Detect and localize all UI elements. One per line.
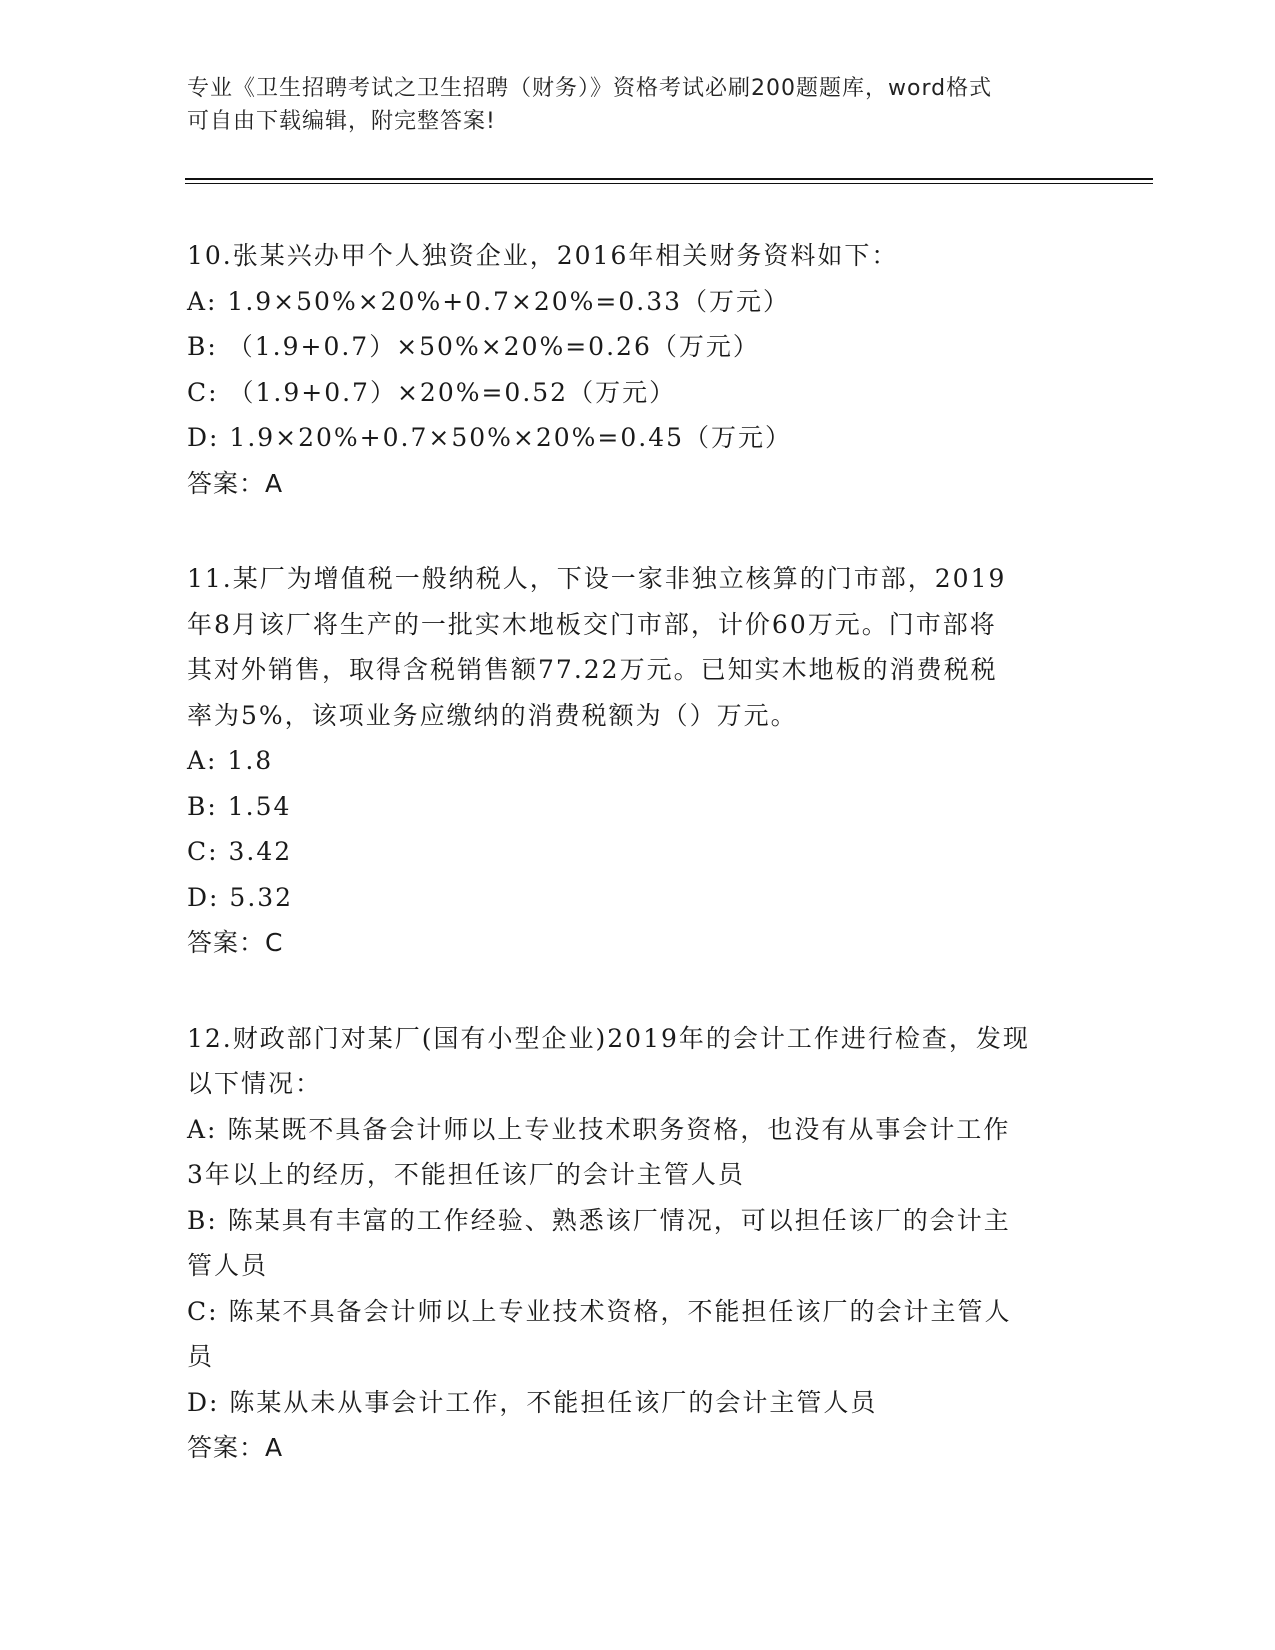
answer: 答案：A: [187, 468, 284, 498]
question-12: [187, 1016, 1087, 1471]
header-title-line-2: 可自由下载编辑，附完整答案!: [187, 109, 496, 134]
answer: 答案：A: [187, 1433, 284, 1462]
header-divider-thin: [185, 183, 1153, 184]
question-stem: 以下情况：: [187, 1069, 323, 1098]
document-header: [187, 72, 1087, 138]
option-b: B: （1.9+0.7）×50%×20%=0.26（万元）: [187, 332, 760, 361]
option-c: C: 陈某不具备会计师以上专业技术资格，不能担任该厂的会计主管人: [187, 1296, 1012, 1326]
option-a: A: 陈某既不具备会计师以上专业技术职务资格，也没有从事会计工作: [187, 1114, 1011, 1144]
header-divider-thick: [185, 178, 1153, 180]
option-b: B: 陈某具有丰富的工作经验、熟悉该厂情况，可以担任该厂的会计主: [187, 1205, 1011, 1235]
question-stem: 年8月该厂将生产的一批实木地板交门市部，计价60万元。门市部将: [187, 609, 997, 639]
answer: 答案：C: [187, 928, 284, 957]
question-10: [187, 233, 1087, 506]
header-title-line-1: 专业《卫生招聘考试之卫生招聘（财务）》资格考试必刷200题题库，word格式: [187, 76, 993, 101]
option-b: B: 1.54: [187, 791, 292, 821]
option-d: D: 1.9×20%+0.7×50%×20%=0.45（万元）: [187, 423, 793, 452]
question-stem: 其对外销售，取得含税销售额77.22万元。已知实木地板的消费税税: [187, 655, 998, 684]
option-c: C: 3.42: [187, 837, 293, 866]
question-stem: 11.某厂为增值税一般纳税人，下设一家非独立核算的门市部，2019: [187, 564, 1007, 593]
option-b-continued: 管人员: [187, 1251, 269, 1280]
option-a: A: 1.8: [187, 746, 274, 775]
question-11: [187, 556, 1087, 966]
option-d: D: 5.32: [187, 882, 294, 912]
option-c: C: （1.9+0.7）×20%=0.52（万元）: [187, 377, 677, 407]
option-a: A: 1.9×50%×20%+0.7×20%=0.33（万元）: [187, 286, 791, 316]
option-a-continued: 3年以上的经历，不能担任该厂的会计主管人员: [187, 1160, 745, 1189]
question-stem: 12.财政部门对某厂(国有小型企业)2019年的会计工作进行检查，发现: [187, 1023, 1030, 1053]
option-c-continued: 员: [187, 1342, 215, 1371]
question-list: [187, 233, 1087, 1521]
question-stem: 率为5%，该项业务应缴纳的消费税额为（）万元。: [187, 700, 798, 730]
question-stem: 10.张某兴办甲个人独资企业，2016年相关财务资料如下：: [187, 241, 899, 270]
option-d: D: 陈某从未从事会计工作，不能担任该厂的会计主管人员: [187, 1387, 878, 1417]
